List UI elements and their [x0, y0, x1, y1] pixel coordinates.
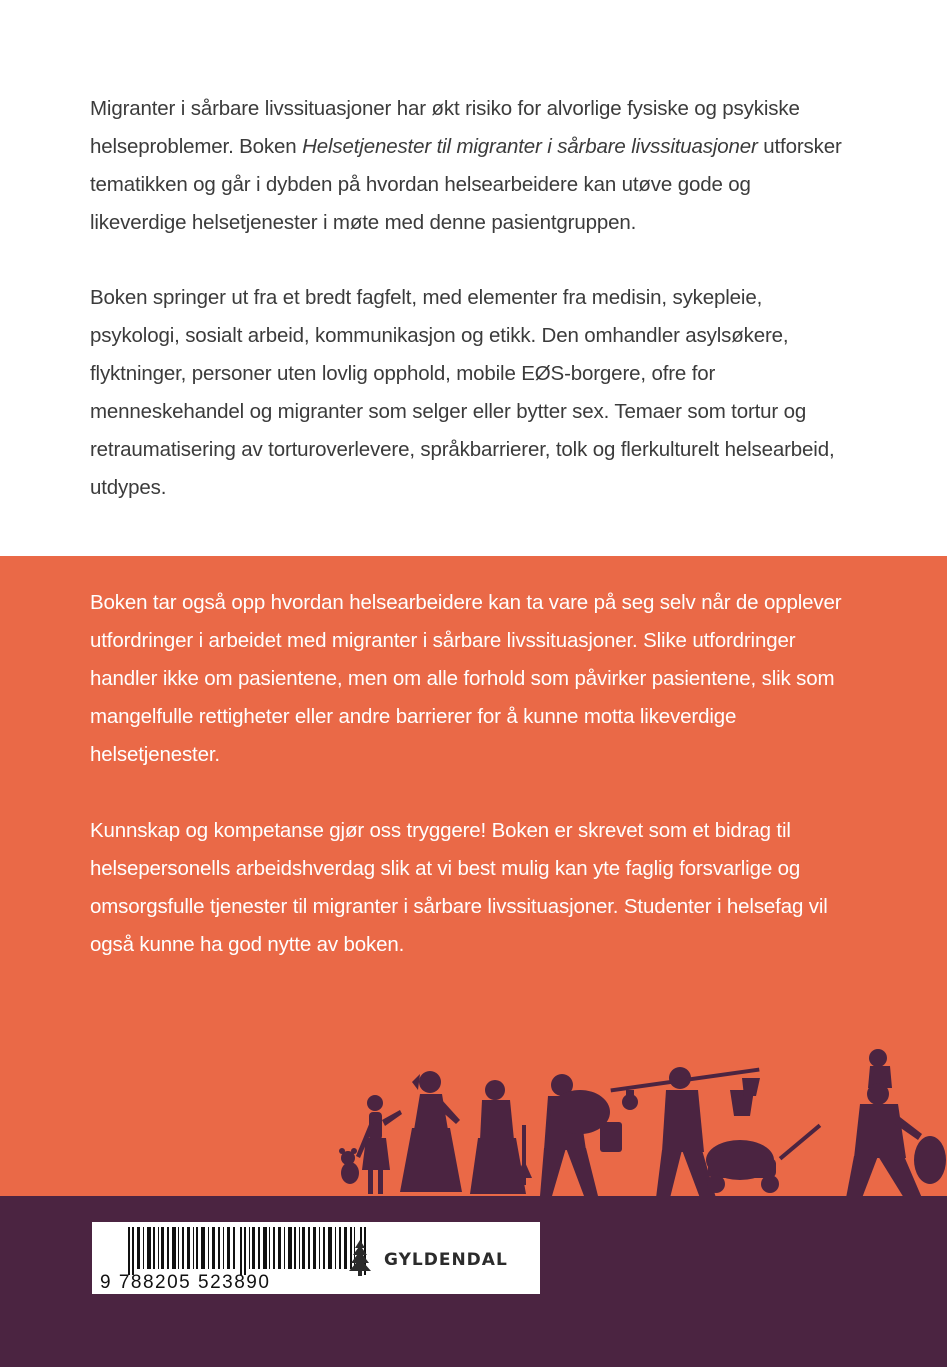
blurb-paragraph-1: [90, 90, 850, 242]
blurb-paragraph-3: Boken tar også opp hvordan helsearbeidere kan ta vare på seg selv når de opplever utfordringer i arbeidet med migranter i sårbare livssituasjoner. Slike utfordringer handler ikke om pasientene, men om alle forhold som påvirker pasientene, slik som mangelfulle rettigheter eller andre barrierer for å kunne motta likeverdige helsetjenester.: [90, 591, 842, 766]
migrants-silhouette: [330, 1030, 947, 1200]
blurb-paragraph-2: Boken springer ut fra et bredt fagfelt, med elementer fra medisin, sykepleie, psykologi, sosialt arbeid, kommunikasjon og etikk. Den omhandler asylsøkere, flyktninger, personer uten lovlig opphold, mobile EØS-borgere, ofre for menneskehandel og migranter som selger eller bytter sex. Temaer som tortur og retraumatisering av torturoverlevere, språkbarrierer, tolk og flerkulturelt helsearbeid, utdypes.: [90, 286, 835, 499]
barcode-label-box: [92, 1222, 540, 1294]
blurb-p1-rest: utforsker tematikken og går i dybden på hvordan helsearbeidere kan utøve gode og likeverdige helsetjenester i møte med denne pasientgruppen.: [90, 135, 842, 234]
publisher-name: GYLDENDAL: [384, 1250, 508, 1270]
blurb-p1-intro: Migranter i sårbare livssituasjoner har økt risiko for alvorlige fysiske og psykiske helseproblemer. Boken: [90, 97, 800, 158]
isbn-number: 9 788205 523890: [100, 1272, 271, 1293]
barcode-icon: [128, 1227, 368, 1275]
book-title-italic: Helsetjenester til migranter i sårbare livssituasjoner: [302, 135, 758, 158]
blurb-paragraph-4: Kunnskap og kompetanse gjør oss tryggere! Boken er skrevet som et bidrag til helsepersonells arbeidshverdag slik at vi best mulig kan yte faglig forsvarlige og omsorgsfulle tjenester til migranter i sårbare livssituasjoner. Studenter i helsefag vil også kunne ha god nytte av boken.: [90, 819, 828, 956]
tree-icon: [348, 1240, 372, 1276]
